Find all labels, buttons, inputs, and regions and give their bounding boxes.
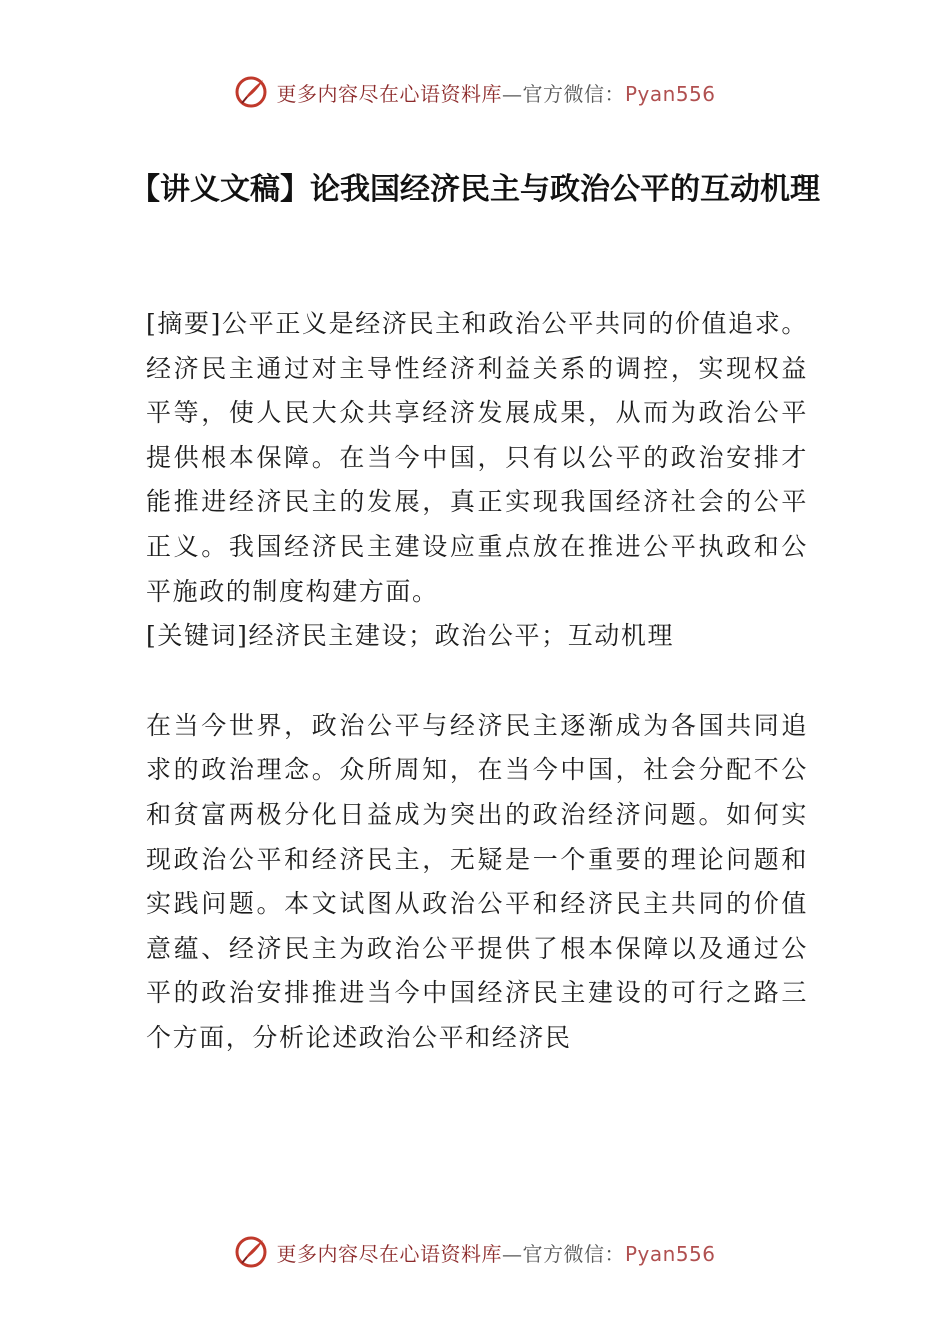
footer-wechat-label: 官方微信： [522,1241,625,1266]
document-title: 【讲义文稿】论我国经济民主与政治公平的互动机理 [130,172,820,207]
footer-banner-text [276,1238,715,1267]
header-wechat-label: 官方微信： [522,81,625,106]
quill-pen-logo-icon [234,75,268,109]
abstract-paragraph: [摘要]公平正义是经济民主和政治公平共同的价值追求。经济民主通过对主导性经济利益关系的调控，实现权益平等，使人民大众共享经济发展成果，从而为政治公平提供根本保障。在当今中国，只有以公平的政治安排才能推进经济民主的发展，真正实现我国经济社会的公平正义。我国经济民主建设应重点放在推进公平执政和公平施政的制度构建方面。 [146,309,808,606]
footer-banner [0,1232,950,1272]
footer-brand: 更多内容尽在心语资料库 [276,1241,502,1266]
header-wechat-id: Pyan556 [624,81,716,106]
keywords-paragraph: [关键词]经济民主建设；政治公平；互动机理 [146,621,675,651]
header-separator: — [501,81,523,106]
quill-pen-logo-icon [234,1235,268,1269]
document-content [146,302,808,1061]
paragraph-spacer [146,659,808,704]
header-banner [0,72,950,112]
body-paragraph: 在当今世界，政治公平与经济民主逐渐成为各国共同追求的政治理念。众所周知，在当今中国，社会分配不公和贫富两极分化日益成为突出的政治经济问题。如何实现政治公平和经济民主，无疑是一个重要的理论问题和实践问题。本文试图从政治公平和经济民主共同的价值意蕴、经济民主为政治公平提供了根本保障以及通过公平的政治安排推进当今中国经济民主建设的可行之路三个方面，分析论述政治公平和经济民 [146,710,808,1052]
footer-separator: — [501,1241,523,1266]
footer-wechat-id: Pyan556 [624,1241,716,1266]
header-brand: 更多内容尽在心语资料库 [276,81,502,106]
header-banner-text [276,78,715,107]
